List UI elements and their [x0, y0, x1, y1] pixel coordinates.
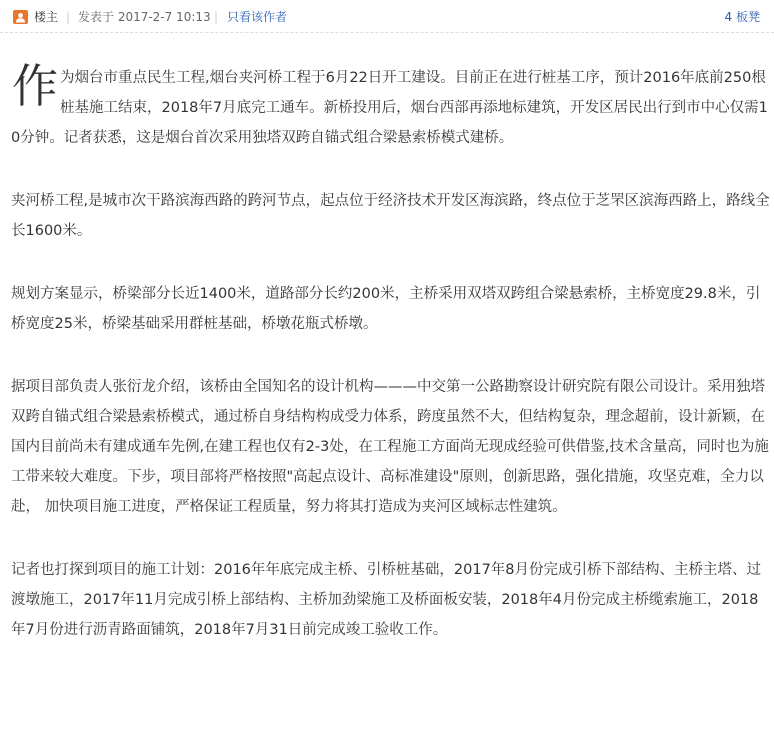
post-body: [11, 59, 771, 678]
role-badge: 楼主: [34, 10, 59, 24]
floor-link[interactable]: [725, 9, 760, 25]
only-author-link[interactable]: 只看该作者: [227, 10, 288, 24]
paragraph: 记者也打探到项目的施工计划：2016年年底完成主桥、引桥桩基础，2017年8月份完成引桥下部结构、主桥主塔、过渡墩施工，2017年11月完成引桥上部结构、主桥加劲梁施工及桥面板安装，2018年4月份完成主桥缆索施工，2018年7月份进行沥青路面铺筑，2018年7月31日前完成竣工验收工作。: [11, 562, 762, 638]
paragraph: 夹河桥工程,是城市次干路滨海西路的跨河节点，起点位于经济技术开发区海滨路，终点位于芝罘区滨海西路上，路线全长1600米。: [11, 193, 770, 239]
post-header: [0, 0, 774, 33]
divider: |: [214, 10, 219, 24]
paragraph-text: 为烟台市重点民生工程,烟台夹河桥工程于6月22日开工建设。目前正在进行桩基工序，预计2016年底前250根桩基施工结束，2018年7月底完工通车。新桥投用后，烟台西部再添地标建筑，开发区居民出行到市中心仅需10分钟。记者获悉，这是烟台首次采用独塔双跨自锚式组合梁悬索桥模式建桥。: [11, 70, 768, 146]
paragraph: [11, 59, 771, 153]
divider: |: [66, 10, 71, 24]
floor-number: 4: [724, 10, 733, 24]
user-icon: [13, 10, 28, 24]
floor-label: 板凳: [735, 10, 760, 24]
paragraph: 据项目部负责人张衍龙介绍，该桥由全国知名的设计机构———中交第一公路勘察设计研究院有限公司设计。采用独塔双跨自锚式组合梁悬索桥模式，通过桥自身结构构成受力体系，跨度虽然不大，但结构复杂，理念超前，设计新颖，在国内目前尚未有建成通车先例,在建工程也仅有2-3处，在工程施工方面尚无现成经验可供借鉴,技术含量高，同时也为施工带来较大难度。下步，项目部将严格按照"高起点设计、高标准建设"原则，创新思路，强化措施，攻坚克难，全力以赴， 加快项目施工进度，严格保证工程质量，努力将其打造成为夹河区域标志性建筑。: [11, 379, 769, 515]
paragraph: 规划方案显示，桥梁部分长近1400米，道路部分长约200米，主桥采用双塔双跨组合梁悬索桥，主桥宽度29.8米，引桥宽度25米，桥梁基础采用群桩基础，桥墩花瓶式桥墩。: [11, 286, 761, 332]
post-timestamp: 发表于 2017-2-7 10:13: [78, 10, 211, 24]
drop-cap: 作: [12, 59, 58, 113]
